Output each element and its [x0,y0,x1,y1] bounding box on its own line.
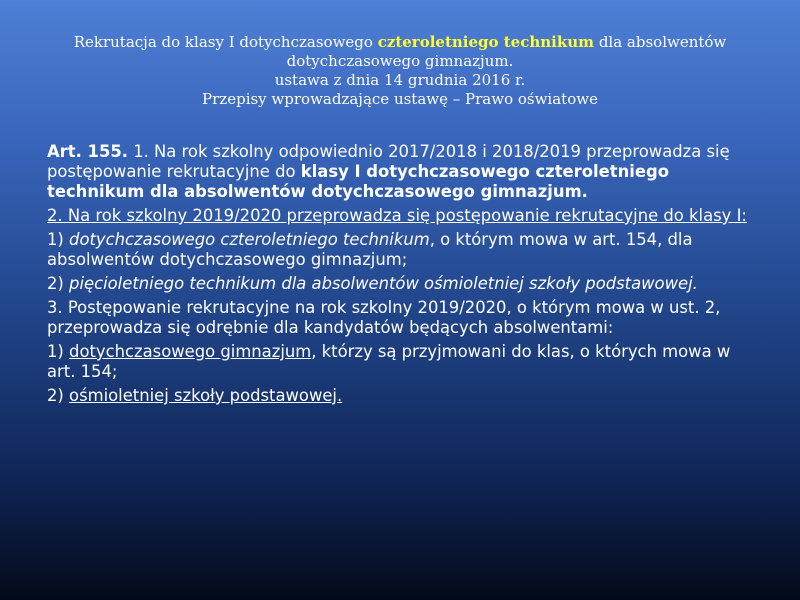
paragraph-italic: pięcioletniego technikum dla absolwentów ośmioletniej szkoły podstawowej. [69,274,698,293]
header-text: Rekrutacja do klasy I dotychczasowego [73,33,378,51]
article-label: Art. 155. [47,142,128,161]
paragraph-1 [47,142,759,202]
paragraph-text: 3. Postępowanie rekrutacyjne na rok szkolny 2019/2020, o którym mowa w ust. 2, przeprowadza się odrębnie dla kandydatów będących absolwentami: [47,298,721,337]
list-number: 1) [47,342,70,361]
paragraph-2 [47,206,759,226]
header-line-3: ustawa z dnia 14 grudnia 2016 r. [274,71,526,89]
header-text: dla absolwentów [594,33,727,51]
list-number: 2) [47,386,70,405]
list-number: 2) [47,274,70,293]
paragraph-7 [47,386,759,406]
paragraph-text: 1. Na rok szkolny odpowiednio 2017/2018 i 2018/2019 przeprowadza się postępowanie rekrutacyjne do [47,142,730,181]
paragraph-text: , o którym mowa w art. 154, dla absolwentów dotychczasowego gimnazjum; [47,230,693,269]
paragraph-bold: klasy I dotychczasowego czteroletniego technikum dla absolwentów dotychczasowego gimnazjum. [47,162,669,201]
paragraph-italic: dotychczasowego czteroletniego technikum [69,230,430,249]
paragraph-6 [47,342,759,382]
underlined-term: dotychczasowego gimnazjum [69,342,312,361]
slide-header [40,33,760,109]
article-body [47,142,759,410]
header-line-1 [40,33,760,52]
header-highlight: czteroletniego technikum [377,33,595,51]
list-number: 1) [47,230,70,249]
header-line-4: Przepisy wprowadzające ustawę – Prawo oświatowe [202,90,598,108]
paragraph-3 [47,230,759,270]
header-line-2: dotychczasowego gimnazjum. [286,52,514,70]
paragraph-5 [47,298,759,338]
underlined-term: ośmioletniej szkoły podstawowej. [69,386,343,405]
paragraph-4 [47,274,759,294]
paragraph-text: , którzy są przyjmowani do klas, o których mowa w art. 154; [47,342,731,381]
paragraph-underlined: 2. Na rok szkolny 2019/2020 przeprowadza się postępowanie rekrutacyjne do klasy I: [47,206,747,225]
